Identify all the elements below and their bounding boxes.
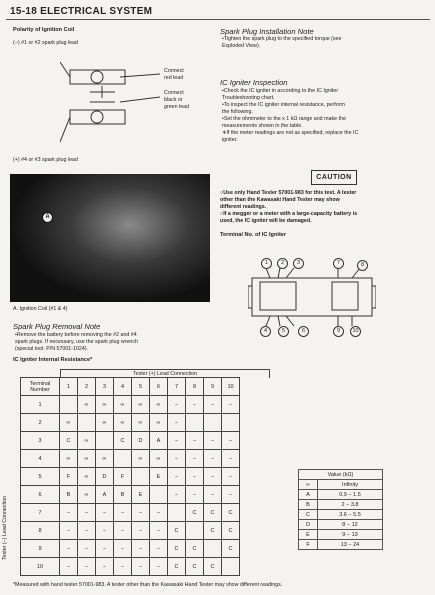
row-number: 5 xyxy=(21,468,60,486)
resistance-title: IC Igniter Internal Resistance* xyxy=(13,357,93,363)
caution-line: used, the IC igniter will be damaged. xyxy=(220,218,312,224)
table-cell: − xyxy=(168,414,186,432)
row-number: 3 xyxy=(21,432,60,450)
table-cell: ∞ xyxy=(96,450,114,468)
ic-inspection-body xyxy=(222,88,427,144)
spark-install-line: •Tighten the spark plug to the specified torque (see xyxy=(222,36,342,42)
value-range: 0.9 − 1.5 xyxy=(318,490,383,500)
table-cell: C xyxy=(114,432,132,450)
ic-inspection-line: •Check the IC igniter in according to the IC Igniter xyxy=(222,88,339,94)
terminal-top-3: 3 xyxy=(293,258,304,269)
value-row xyxy=(299,540,383,550)
table-cell: C xyxy=(222,540,240,558)
caution-line: different readings. xyxy=(220,204,267,210)
col-number: 9 xyxy=(204,378,222,396)
table-cell: C xyxy=(168,540,186,558)
table-cell: − xyxy=(168,486,186,504)
table-cell: − xyxy=(114,504,132,522)
ic-igniter-diagram xyxy=(248,260,376,334)
value-row xyxy=(299,500,383,510)
value-range: Infinity xyxy=(318,480,383,490)
table-cell: ∞ xyxy=(60,450,78,468)
spark-install-title: Spark Plug Installation Note xyxy=(220,27,314,36)
corner-cell: Terminal Number xyxy=(21,378,60,396)
connect-red-line2: red lead xyxy=(164,75,184,81)
table-cell: ∞ xyxy=(132,396,150,414)
table-cell: − xyxy=(186,396,204,414)
row-number: 4 xyxy=(21,450,60,468)
terminal-bottom-6: 6 xyxy=(298,326,309,337)
table-cell: − xyxy=(168,396,186,414)
table-cell xyxy=(186,414,204,432)
table-cell: ∞ xyxy=(78,432,96,450)
col-number: 6 xyxy=(150,378,168,396)
table-cell: − xyxy=(150,504,168,522)
table-cell: ∞ xyxy=(150,414,168,432)
spark-install-line: Exploded View). xyxy=(222,43,261,49)
table-cell: − xyxy=(150,522,168,540)
table-cell xyxy=(132,468,150,486)
value-key: A xyxy=(299,490,318,500)
table-row xyxy=(21,432,240,450)
table-cell: B xyxy=(114,486,132,504)
table-cell: − xyxy=(78,504,96,522)
footnote: *Measured with hand tester 57001-983. A tester other than the Kawasaki Hand Tester may show different readings. xyxy=(13,582,283,588)
table-cell: C xyxy=(204,522,222,540)
table-cell: C xyxy=(222,504,240,522)
table-row xyxy=(21,504,240,522)
value-row xyxy=(299,490,383,500)
ignition-coil-diagram xyxy=(60,52,170,152)
polarity-title: Polarity of Ignition Coil xyxy=(13,27,75,33)
table-cell: ∞ xyxy=(114,414,132,432)
table-cell: F xyxy=(114,468,132,486)
table-cell: − xyxy=(132,558,150,576)
table-cell: − xyxy=(168,468,186,486)
spark-removal-line: (special tool: P/N 57001-1024). xyxy=(15,346,89,352)
table-cell: ∞ xyxy=(150,396,168,414)
caution-box: CAUTION xyxy=(311,170,357,185)
caution-line: ○Use only Hand Tester 57001-983 for this test. A tester xyxy=(220,190,357,196)
table-row xyxy=(21,450,240,468)
connect-black-line2: black or xyxy=(164,97,183,103)
table-cell: − xyxy=(186,432,204,450)
table-cell: − xyxy=(78,522,96,540)
value-range: 13 − 24 xyxy=(318,540,383,550)
table-cell: D xyxy=(96,468,114,486)
table-cell: − xyxy=(114,522,132,540)
ic-inspection-line: measurements shown in the table. xyxy=(222,123,303,129)
table-cell: − xyxy=(222,486,240,504)
table-cell: − xyxy=(60,504,78,522)
value-row xyxy=(299,520,383,530)
table-cell: − xyxy=(186,486,204,504)
value-range: 2 − 3.8 xyxy=(318,500,383,510)
table-cell: − xyxy=(222,468,240,486)
table-cell xyxy=(114,450,132,468)
table-cell: − xyxy=(204,468,222,486)
table-cell: C xyxy=(168,558,186,576)
col-number: 3 xyxy=(96,378,114,396)
resistance-table xyxy=(20,377,240,576)
ic-inspection-line: ∗If the meter readings are not as specified, replace the IC xyxy=(222,130,359,136)
table-cell: − xyxy=(60,558,78,576)
table-cell: − xyxy=(132,504,150,522)
ignition-coil-photo xyxy=(10,174,210,302)
table-cell: − xyxy=(204,486,222,504)
value-key: B xyxy=(299,500,318,510)
table-cell: − xyxy=(150,558,168,576)
terminal-bottom-9: 9 xyxy=(333,326,344,337)
ic-inspection-line: •Set the ohmmeter to the x 1 kΩ range and make the xyxy=(222,116,346,122)
table-cell xyxy=(222,558,240,576)
value-key: ∞ xyxy=(299,480,318,490)
value-range: 9 − 13 xyxy=(318,530,383,540)
table-cell: − xyxy=(168,432,186,450)
terminal-bottom-5: 5 xyxy=(278,326,289,337)
value-key: C xyxy=(299,510,318,520)
table-cell: − xyxy=(204,450,222,468)
table-cell: D xyxy=(132,432,150,450)
terminal-bottom-10: 10 xyxy=(350,326,361,337)
row-number: 8 xyxy=(21,522,60,540)
terminal-bottom-4: 4 xyxy=(260,326,271,337)
photo-marker: A xyxy=(42,212,53,223)
caution-body xyxy=(220,190,430,225)
row-number: 1 xyxy=(21,396,60,414)
table-cell: − xyxy=(114,558,132,576)
connect-black-line1: Connect xyxy=(164,90,184,96)
col-number: 10 xyxy=(222,378,240,396)
table-row xyxy=(21,522,240,540)
row-number: 6 xyxy=(21,486,60,504)
spark-removal-body xyxy=(15,332,215,353)
table-cell: C xyxy=(204,504,222,522)
table-cell: ∞ xyxy=(78,450,96,468)
spark-removal-line: spark plugs. If necessary, use the spark plug wrench xyxy=(15,339,138,345)
value-table xyxy=(298,469,383,550)
col-number: 5 xyxy=(132,378,150,396)
col-number: 8 xyxy=(186,378,204,396)
table-cell: − xyxy=(96,504,114,522)
photo-caption: A. Ignition Coil (#1 & 4) xyxy=(13,306,68,312)
table-cell: − xyxy=(222,396,240,414)
header-rule xyxy=(6,19,430,20)
table-cell xyxy=(96,432,114,450)
table-cell: − xyxy=(96,540,114,558)
table-cell: ∞ xyxy=(96,396,114,414)
table-cell: − xyxy=(60,540,78,558)
table-cell: − xyxy=(96,522,114,540)
terminal-top-1: 1 xyxy=(261,258,272,269)
table-cell: C xyxy=(186,558,204,576)
table-row xyxy=(21,540,240,558)
value-row xyxy=(299,530,383,540)
value-row xyxy=(299,510,383,520)
table-cell: − xyxy=(222,432,240,450)
col-number: 7 xyxy=(168,378,186,396)
table-row xyxy=(21,396,240,414)
table-cell: ∞ xyxy=(78,396,96,414)
connect-black-label xyxy=(164,90,189,111)
caution-line: ○If a megger or a meter with a large-capacity battery is xyxy=(220,211,358,217)
value-key: F xyxy=(299,540,318,550)
table-cell xyxy=(204,414,222,432)
table-cell: C xyxy=(60,432,78,450)
col-header: Tester (+) Lead Connection xyxy=(60,369,270,378)
value-key: D xyxy=(299,520,318,530)
table-cell: ∞ xyxy=(132,414,150,432)
row-number: 7 xyxy=(21,504,60,522)
table-row xyxy=(21,558,240,576)
value-row xyxy=(299,480,383,490)
col-number: 1 xyxy=(60,378,78,396)
table-cell: − xyxy=(204,432,222,450)
ic-inspection-line: Troubleshooting chart. xyxy=(222,95,275,101)
table-cell: C xyxy=(204,558,222,576)
table-cell xyxy=(204,540,222,558)
table-cell xyxy=(60,396,78,414)
terminal-top-2: 2 xyxy=(277,258,288,269)
table-row xyxy=(21,468,240,486)
table-cell: ∞ xyxy=(150,450,168,468)
table-cell: ∞ xyxy=(78,486,96,504)
table-cell: A xyxy=(150,432,168,450)
table-cell: ∞ xyxy=(96,414,114,432)
spark-removal-title: Spark Plug Removal Note xyxy=(13,322,101,331)
table-cell: − xyxy=(96,558,114,576)
table-cell: ∞ xyxy=(132,450,150,468)
col-number: 2 xyxy=(78,378,96,396)
table-cell: B xyxy=(60,486,78,504)
table-row xyxy=(21,486,240,504)
table-cell: C xyxy=(168,522,186,540)
value-range: 3.6 − 5.5 xyxy=(318,510,383,520)
row-number: 9 xyxy=(21,540,60,558)
table-cell: ∞ xyxy=(78,468,96,486)
table-cell xyxy=(78,414,96,432)
table-cell: − xyxy=(204,396,222,414)
table-cell: C xyxy=(186,504,204,522)
table-cell: − xyxy=(186,450,204,468)
table-cell: − xyxy=(78,540,96,558)
table-cell: ∞ xyxy=(114,396,132,414)
table-cell: − xyxy=(150,540,168,558)
table-cell xyxy=(186,522,204,540)
table-cell: A xyxy=(96,486,114,504)
table-cell: − xyxy=(60,522,78,540)
col-number: 4 xyxy=(114,378,132,396)
table-cell: C xyxy=(222,522,240,540)
row-number: 10 xyxy=(21,558,60,576)
row-number: 2 xyxy=(21,414,60,432)
terminal-top-7: 7 xyxy=(333,258,344,269)
connect-red-line1: Connect xyxy=(164,68,184,74)
page-header: 15-18 ELECTRICAL SYSTEM xyxy=(10,6,153,17)
ic-inspection-line: igniter. xyxy=(222,137,238,143)
table-cell: − xyxy=(132,540,150,558)
table-cell: − xyxy=(132,522,150,540)
table-cell: − xyxy=(186,468,204,486)
terminal-top-8: 8 xyxy=(357,260,368,271)
coil2-label: (+) #4 or #3 spark plug lead xyxy=(13,157,78,163)
table-cell: C xyxy=(186,540,204,558)
table-cell: E xyxy=(150,468,168,486)
connect-red-label xyxy=(164,68,184,82)
row-header: Tester (−) Lead Connection xyxy=(2,495,8,560)
caution-line: other than the Kawasaki Hand Tester may show xyxy=(220,197,340,203)
ic-inspection-line: the following. xyxy=(222,109,253,115)
table-cell: − xyxy=(114,540,132,558)
table-cell: ∞ xyxy=(60,414,78,432)
table-cell: E xyxy=(132,486,150,504)
table-cell xyxy=(150,486,168,504)
table-row xyxy=(21,414,240,432)
value-header: Value (kΩ) xyxy=(299,470,383,480)
ic-inspection-line: •To inspect the IC igniter internal resistance, perform xyxy=(222,102,345,108)
spark-removal-line: •Remove the battery before removing the #2 and #4 xyxy=(15,332,137,338)
connect-black-line3: green lead xyxy=(164,104,190,110)
value-range: 8 − 12 xyxy=(318,520,383,530)
table-cell: F xyxy=(60,468,78,486)
table-cell: − xyxy=(168,450,186,468)
terminal-title: Terminal No. of IC Igniter xyxy=(220,232,287,238)
table-cell xyxy=(222,414,240,432)
table-cell: − xyxy=(222,450,240,468)
spark-install-body xyxy=(222,36,427,50)
table-cell: − xyxy=(78,558,96,576)
coil1-label: (−) #1 or #2 spark plug lead xyxy=(13,40,78,46)
value-key: E xyxy=(299,530,318,540)
table-cell xyxy=(168,504,186,522)
ic-inspection-title: IC Igniter Inspection xyxy=(220,78,288,87)
